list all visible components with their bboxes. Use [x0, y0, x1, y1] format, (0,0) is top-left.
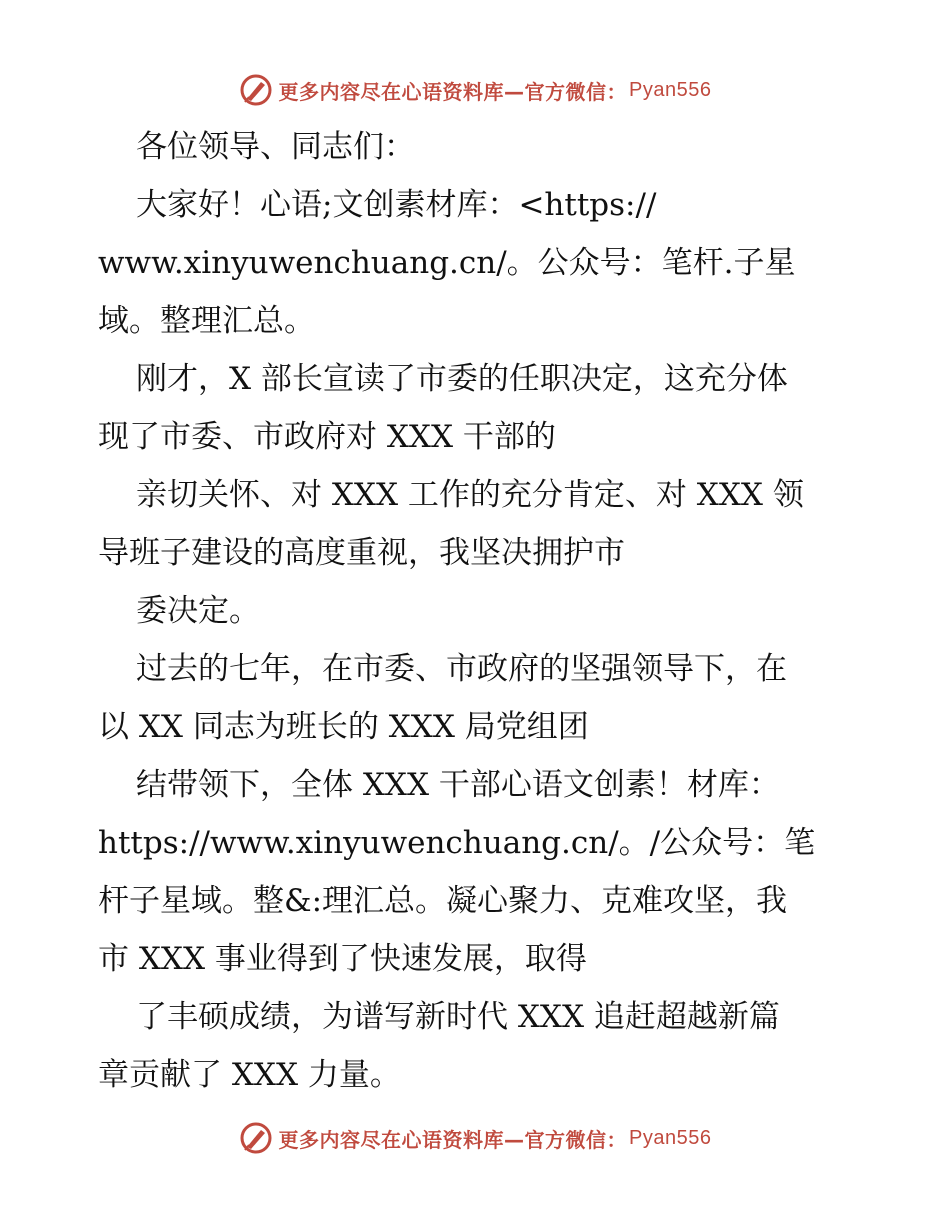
body-line: 现了市委、市政府对 XXX 干部的	[98, 419, 556, 455]
banner-text: 更多内容尽在心语资料库—官方微信：	[278, 1127, 628, 1152]
body-line: 各位领导、同志们：	[136, 129, 415, 165]
body-line: 市 XXX 事业得到了快速发展，取得	[98, 941, 587, 977]
body-line: 杆子星域。整&:理汇总。凝心聚力、克难攻坚，我	[98, 883, 788, 919]
banner-wechat-id: Pyan556	[629, 78, 712, 101]
banner-text: 更多内容尽在心语资料库—官方微信：	[278, 79, 628, 104]
body-line: 结带领下，全体 XXX 干部心语文创素！材库：	[136, 767, 780, 803]
body-line: 以 XX 同志为班长的 XXX 局党组团	[98, 709, 589, 745]
body-line: www.xinyuwenchuang.cn/。公众号：笔杆.子星	[98, 245, 796, 281]
body-line: 域。整理汇总。	[98, 303, 315, 339]
body-line: 亲切关怀、对 XXX 工作的充分肯定、对 XXX 领	[136, 477, 804, 513]
body-line: 导班子建设的高度重视，我坚决拥护市	[98, 535, 625, 571]
document-body	[98, 118, 858, 1104]
body-line: 了丰硕成绩，为谱写新时代 XXX 追赶超越新篇	[136, 999, 780, 1035]
banner-wechat-id: Pyan556	[629, 1126, 712, 1149]
body-line: https://www.xinyuwenchuang.cn/。/公众号：笔	[98, 825, 816, 861]
footer-banner	[0, 1118, 950, 1158]
body-line: 章贡献了 XXX 力量。	[98, 1057, 401, 1093]
body-line: 过去的七年，在市委、市政府的坚强领导下，在	[136, 651, 787, 687]
body-line: 刚才，X 部长宣读了市委的任职决定，这充分体	[136, 361, 788, 397]
body-line: 大家好！心语;文创素材库：<https://	[136, 187, 657, 223]
header-banner	[0, 70, 950, 110]
quill-circle-icon	[239, 73, 273, 107]
quill-circle-icon	[239, 1121, 273, 1155]
body-line: 委决定。	[136, 593, 260, 629]
